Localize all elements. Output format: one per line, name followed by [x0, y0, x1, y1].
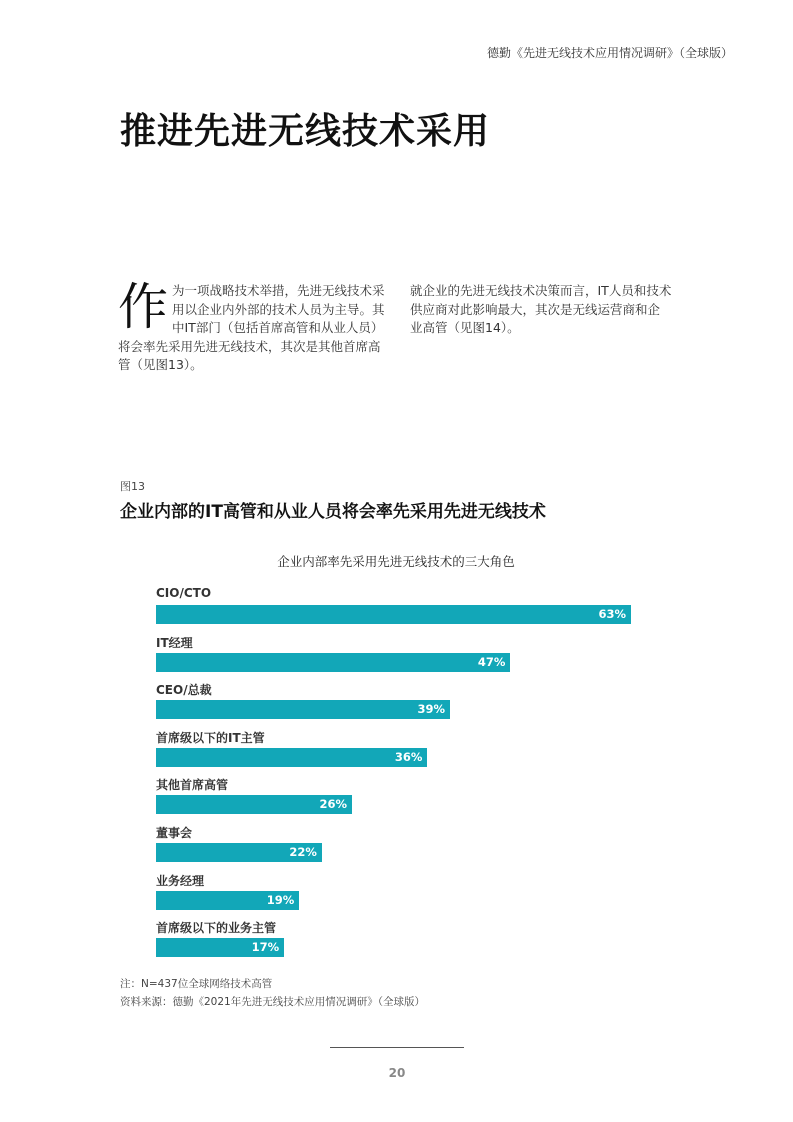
header-title: 德勤《先进无线技术应用情况调研》（全球版）	[486, 46, 733, 60]
chart-row	[156, 919, 676, 959]
intro-left-column	[118, 278, 386, 375]
figure-label: 图13	[120, 480, 145, 493]
bar	[156, 938, 284, 957]
bar	[156, 748, 427, 767]
bar-value-label: 39%	[417, 702, 446, 717]
bar-value-label: 63%	[598, 607, 627, 621]
bar-value-label: 26%	[319, 797, 348, 812]
bar	[156, 891, 299, 910]
bar-value-label: 36%	[394, 749, 423, 764]
bar	[156, 795, 352, 814]
chart-title: 企业内部率先采用先进无线技术的三大角色	[277, 554, 515, 569]
bar	[156, 653, 510, 672]
bar-chart	[156, 586, 676, 962]
chart-row	[156, 729, 676, 769]
page-number: 20	[388, 1066, 406, 1080]
intro-left-text: 为一项战略技术举措，先进无线技术采用以企业内外部的技术人员为主导。其中IT部门（包括首席高管和从业人员）将会率先采用先进无线技术，其次是其他首席高管（见图13）。	[118, 283, 385, 372]
chart-row	[156, 634, 676, 674]
bar-category-label: 其他首席高管	[156, 778, 229, 793]
intro-right-text: 就企业的先进无线技术决策而言，IT人员和技术供应商对此影响最大，其次是无线运营商和企业高管（见图14）。	[410, 283, 672, 335]
footer-divider	[330, 1047, 464, 1048]
chart-row	[156, 872, 676, 912]
bar	[156, 605, 631, 624]
bar-value-label: 22%	[289, 845, 317, 859]
chart-note: 注：N=437位全球网络技术高管	[120, 978, 273, 990]
bar-category-label: CIO/CTO	[156, 586, 212, 600]
bar-category-label: CEO/总裁	[156, 683, 212, 698]
bar	[156, 700, 450, 719]
drop-cap: 作	[118, 278, 168, 336]
chart-row	[156, 586, 676, 626]
chart-row	[156, 776, 676, 816]
bar-value-label: 17%	[251, 940, 280, 955]
chart-row	[156, 681, 676, 721]
bar-value-label: 19%	[266, 892, 295, 907]
intro-right-column	[410, 282, 672, 338]
chart-row	[156, 824, 676, 864]
bar-category-label: 董事会	[156, 826, 193, 840]
bar	[156, 843, 322, 862]
bar-category-label: 业务经理	[156, 873, 205, 888]
chart-source: 资料来源：德勤《2021年先进无线技术应用情况调研》（全球版）	[120, 996, 425, 1008]
bar-value-label: 47%	[477, 654, 506, 669]
figure-title: 企业内部的IT高管和从业人员将会率先采用先进无线技术	[120, 502, 546, 522]
bar-category-label: 首席级以下的IT主管	[156, 730, 265, 745]
bar-category-label: IT经理	[156, 635, 193, 650]
page-title: 推进先进无线技术采用	[120, 111, 491, 152]
bar-category-label: 首席级以下的业务主管	[156, 921, 277, 936]
